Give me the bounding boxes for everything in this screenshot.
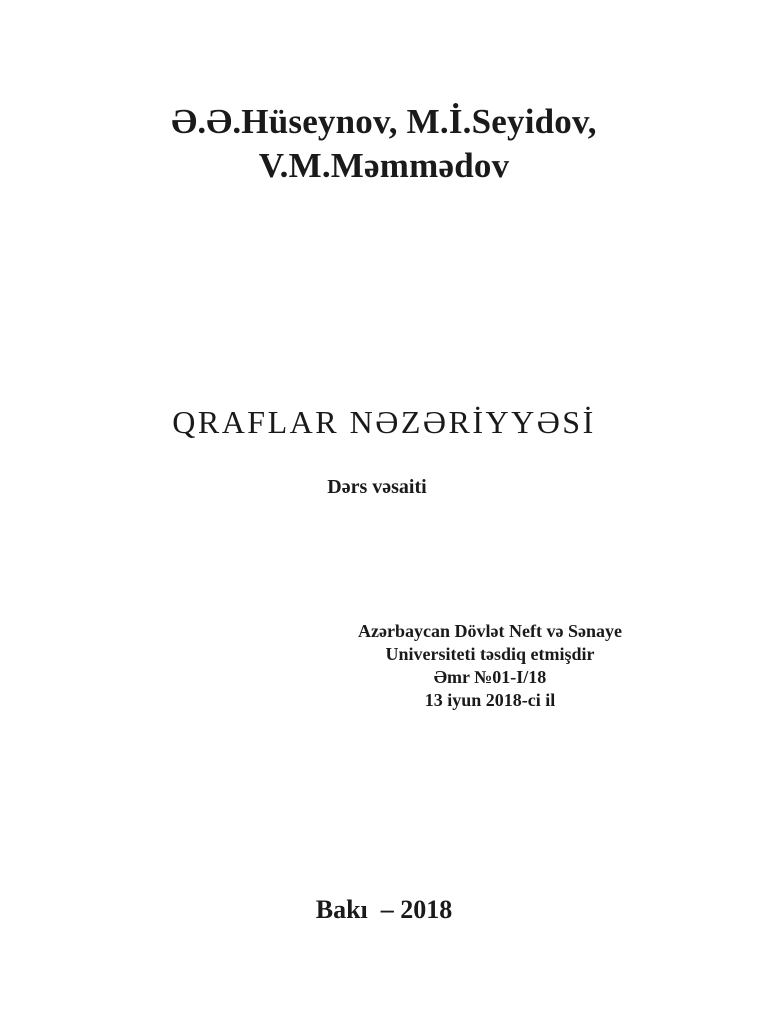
- place-and-year: Bakı – 2018: [315, 895, 453, 924]
- authors-line-1: Ə.Ə.Hüseynov, M.İ.Seyidov,: [171, 102, 597, 141]
- authors-line-2: V.M.Məmmədov: [258, 146, 510, 185]
- approval-notice: [300, 620, 680, 712]
- book-subtitle: Dərs vəsaiti: [327, 476, 427, 498]
- authors-block: [0, 100, 768, 188]
- approval-line-3: Əmr №01-I/18: [433, 667, 547, 687]
- approval-line-4: 13 iyun 2018-ci il: [424, 690, 556, 710]
- book-title: QRAFLAR NƏZƏRİYYƏSİ: [172, 404, 596, 440]
- approval-line-1: Azərbaycan Dövlət Neft və Sənaye: [358, 621, 622, 641]
- approval-line-2: Universiteti təsdiq etmişdir: [385, 644, 595, 664]
